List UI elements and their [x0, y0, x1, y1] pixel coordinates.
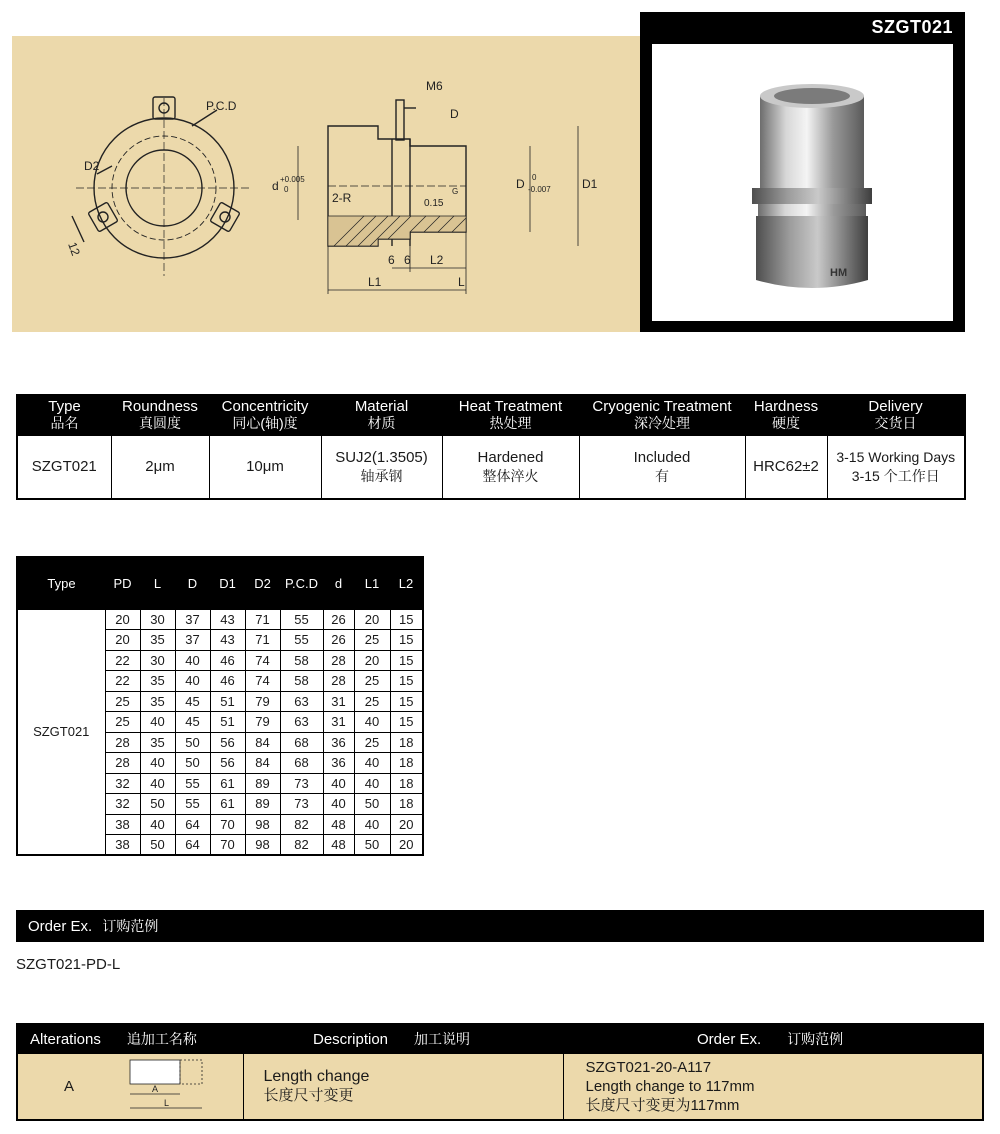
table-cell: 40 — [140, 814, 175, 835]
table-cell: 84 — [245, 753, 280, 774]
dim-body — [17, 609, 423, 855]
table-cell: 38 — [105, 835, 140, 856]
table-cell: 89 — [245, 794, 280, 815]
dim-header-l: L — [140, 557, 175, 609]
table-cell: 32 — [105, 794, 140, 815]
table-cell: 70 — [210, 814, 245, 835]
alt-header-order: Order Ex. 订购范例 — [563, 1024, 983, 1053]
table-cell: 20 — [354, 650, 390, 671]
table-cell: 61 — [210, 773, 245, 794]
table-cell: 98 — [245, 814, 280, 835]
spec-header-cryo: Cryogenic Treatment 深冷处理 — [579, 395, 745, 435]
table-cell: 20 — [354, 609, 390, 630]
table-cell: 28 — [323, 650, 354, 671]
table-cell: 68 — [280, 732, 323, 753]
photo-logo: HM — [830, 267, 848, 279]
table-cell: 73 — [280, 773, 323, 794]
table-cell: 28 — [323, 671, 354, 692]
table-cell: 79 — [245, 712, 280, 733]
alt-ex-text-cn: 长度尺寸变更为117mm — [585, 1096, 740, 1114]
dim-header-d2: D2 — [245, 557, 280, 609]
table-cell: 28 — [105, 732, 140, 753]
table-cell: 15 — [390, 630, 423, 651]
d1-label: D1 — [582, 177, 598, 191]
table-cell: 37 — [175, 630, 210, 651]
table-cell: 73 — [280, 794, 323, 815]
product-photo-frame — [640, 12, 965, 332]
table-row — [17, 609, 423, 630]
dim-header-pd: PD — [105, 557, 140, 609]
table-cell: 28 — [105, 753, 140, 774]
table-cell: 46 — [210, 650, 245, 671]
table-cell: 64 — [175, 814, 210, 835]
table-cell: 31 — [323, 691, 354, 712]
table-cell: 50 — [354, 794, 390, 815]
spec-header-roundness: Roundness 真圆度 — [111, 395, 209, 435]
table-cell: 40 — [354, 773, 390, 794]
spec-header-row — [17, 395, 965, 435]
table-cell: 70 — [210, 835, 245, 856]
table-cell: 20 — [390, 814, 423, 835]
spec-header-hardness: Hardness 硬度 — [745, 395, 827, 435]
spec-header-type: Type 品名 — [17, 395, 111, 435]
product-photo — [652, 44, 953, 321]
table-cell: 40 — [175, 671, 210, 692]
alt-code: A — [64, 1077, 75, 1095]
table-cell: 37 — [175, 609, 210, 630]
order-title: Order Ex. — [28, 918, 93, 935]
table-cell: 74 — [245, 650, 280, 671]
table-cell: 20 — [105, 609, 140, 630]
table-cell: 40 — [140, 753, 175, 774]
table-cell: 50 — [140, 794, 175, 815]
spec-hardness: HRC62±2 — [745, 435, 827, 499]
alt-description — [243, 1053, 563, 1120]
table-cell: 48 — [323, 814, 354, 835]
table-cell: 45 — [175, 691, 210, 712]
table-cell: 40 — [354, 753, 390, 774]
table-cell: 20 — [105, 630, 140, 651]
table-cell: 58 — [280, 671, 323, 692]
table-cell: 50 — [354, 835, 390, 856]
table-cell: 15 — [390, 671, 423, 692]
spec-header-concentricity: Concentricity 同心(轴)度 — [209, 395, 321, 435]
table-cell: 61 — [210, 794, 245, 815]
table-cell: 25 — [105, 712, 140, 733]
table-cell: 15 — [390, 691, 423, 712]
table-cell: 43 — [210, 609, 245, 630]
table-cell: 82 — [280, 814, 323, 835]
big-d-label: D — [516, 177, 525, 191]
spec-type: SZGT021 — [17, 435, 111, 499]
table-cell: 58 — [280, 650, 323, 671]
table-cell: 50 — [175, 732, 210, 753]
pcd-label: P.C.D — [206, 99, 237, 113]
table-cell: 18 — [390, 794, 423, 815]
table-cell: 71 — [245, 609, 280, 630]
table-cell: 25 — [354, 732, 390, 753]
table-cell: 46 — [210, 671, 245, 692]
table-cell: 55 — [175, 773, 210, 794]
alt-code-cell — [17, 1053, 243, 1120]
table-cell: 25 — [105, 691, 140, 712]
r-label: 2-R — [332, 191, 352, 205]
table-cell: 40 — [140, 712, 175, 733]
spec-table — [16, 394, 966, 500]
spec-header-material: Material 材质 — [321, 395, 442, 435]
dim-header-d1: D1 — [210, 557, 245, 609]
technical-drawing — [12, 36, 640, 332]
l-label: L — [458, 275, 465, 289]
table-cell: 56 — [210, 753, 245, 774]
dim-header-row — [17, 557, 423, 609]
table-cell: 40 — [323, 794, 354, 815]
spec-roundness: 2μm — [111, 435, 209, 499]
bushing-illustration — [652, 44, 953, 321]
table-cell: 55 — [175, 794, 210, 815]
dim-type-cell: SZGT021 — [17, 609, 105, 855]
table-cell: 40 — [354, 814, 390, 835]
dim-header-d: D — [175, 557, 210, 609]
alt-header-alterations: Alterations 追加工名称 — [17, 1024, 243, 1053]
surface-mark: G — [452, 187, 459, 196]
table-cell: 15 — [390, 650, 423, 671]
table-cell: 15 — [390, 609, 423, 630]
table-cell: 84 — [245, 732, 280, 753]
table-cell: 40 — [323, 773, 354, 794]
dim-header-pcd: P.C.D — [280, 557, 323, 609]
length-change-sketch — [128, 1058, 218, 1114]
dimension-lines — [298, 126, 578, 294]
table-cell: 31 — [323, 712, 354, 733]
table-cell: 25 — [354, 671, 390, 692]
table-cell: 68 — [280, 753, 323, 774]
alterations-table — [16, 1023, 984, 1121]
order-title-cn: 订购范例 — [102, 918, 159, 934]
order-code: SZGT021-PD-L — [16, 956, 121, 973]
table-cell: 35 — [140, 732, 175, 753]
spec-header-delivery: Delivery 交货日 — [827, 395, 965, 435]
table-cell: 15 — [390, 712, 423, 733]
d-tol-lower: 0 — [284, 185, 289, 194]
m6-label: M6 — [426, 79, 443, 93]
alt-row — [17, 1053, 983, 1120]
six-b-label: 6 — [404, 253, 411, 267]
dim-header-type: Type — [17, 557, 105, 609]
table-cell: 26 — [323, 609, 354, 630]
table-cell: 51 — [210, 712, 245, 733]
dim-header-l2: L2 — [390, 557, 423, 609]
alt-order-example — [563, 1053, 983, 1120]
dim-header-small-d: d — [323, 557, 354, 609]
dimension-table — [16, 556, 424, 856]
table-cell: 35 — [140, 630, 175, 651]
table-cell: 18 — [390, 773, 423, 794]
table-cell: 22 — [105, 671, 140, 692]
order-example-bar — [16, 910, 984, 942]
sketch-l-label: L — [164, 1097, 170, 1108]
table-cell: 74 — [245, 671, 280, 692]
table-cell: 20 — [390, 835, 423, 856]
alt-header-description: Description 加工说明 — [243, 1024, 563, 1053]
table-cell: 56 — [210, 732, 245, 753]
six-a-label: 6 — [388, 253, 395, 267]
table-cell: 40 — [354, 712, 390, 733]
spec-header-heat: Heat Treatment 热处理 — [442, 395, 579, 435]
alt-ex-text: Length change to 117mm — [585, 1077, 755, 1095]
table-cell: 55 — [280, 609, 323, 630]
spec-data-row — [17, 435, 965, 499]
spec-delivery: 3-15 Working Days 3-15 个工作日 — [827, 435, 965, 499]
table-cell: 40 — [175, 650, 210, 671]
table-cell: 98 — [245, 835, 280, 856]
table-cell: 36 — [323, 732, 354, 753]
spec-concentricity: 10μm — [209, 435, 321, 499]
end-view — [72, 97, 252, 276]
table-cell: 22 — [105, 650, 140, 671]
table-cell: 30 — [140, 609, 175, 630]
table-cell: 18 — [390, 732, 423, 753]
table-cell: 63 — [280, 712, 323, 733]
table-cell: 45 — [175, 712, 210, 733]
table-cell: 71 — [245, 630, 280, 651]
table-cell: 40 — [140, 773, 175, 794]
alt-ex-code: SZGT021-20-A117 — [585, 1058, 712, 1076]
alt-header-row — [17, 1024, 983, 1053]
hatched-section — [328, 216, 466, 246]
dim-12-label: 12 — [65, 240, 83, 258]
l1-label: L1 — [368, 275, 382, 289]
table-cell: 89 — [245, 773, 280, 794]
table-cell: 51 — [210, 691, 245, 712]
table-cell: 55 — [280, 630, 323, 651]
table-cell: 38 — [105, 814, 140, 835]
table-cell: 36 — [323, 753, 354, 774]
table-cell: 30 — [140, 650, 175, 671]
sketch-a-label: A — [152, 1083, 159, 1094]
spec-material: SUJ2(1.3505) 轴承钢 — [321, 435, 442, 499]
table-cell: 25 — [354, 630, 390, 651]
table-cell: 43 — [210, 630, 245, 651]
surface-label: 0.15 — [424, 198, 444, 209]
table-cell: 18 — [390, 753, 423, 774]
d-tol-upper: +0.005 — [280, 175, 305, 184]
alt-desc-en: Length change — [263, 1068, 370, 1086]
l2-label: L2 — [430, 253, 444, 267]
technical-drawing-panel — [12, 36, 640, 332]
table-cell: 25 — [354, 691, 390, 712]
table-cell: 50 — [175, 753, 210, 774]
big-d-tol-upper: 0 — [532, 173, 537, 182]
table-cell: 82 — [280, 835, 323, 856]
model-title: SZGT021 — [871, 17, 953, 37]
table-cell: 79 — [245, 691, 280, 712]
alt-desc-cn: 长度尺寸变更 — [263, 1087, 354, 1105]
d2-label: D2 — [84, 159, 100, 173]
table-cell: 63 — [280, 691, 323, 712]
table-cell: 50 — [140, 835, 175, 856]
table-cell: 26 — [323, 630, 354, 651]
table-cell: 35 — [140, 671, 175, 692]
spec-cryo: Included 有 — [579, 435, 745, 499]
table-cell: 48 — [323, 835, 354, 856]
table-cell: 64 — [175, 835, 210, 856]
spec-heat: Hardened 整体淬火 — [442, 435, 579, 499]
table-cell: 32 — [105, 773, 140, 794]
table-cell: 35 — [140, 691, 175, 712]
dim-header-l1: L1 — [354, 557, 390, 609]
big-d-tol-lower: -0.007 — [528, 185, 551, 194]
d-label-top: D — [450, 107, 459, 121]
d-small-label: d — [272, 179, 279, 193]
